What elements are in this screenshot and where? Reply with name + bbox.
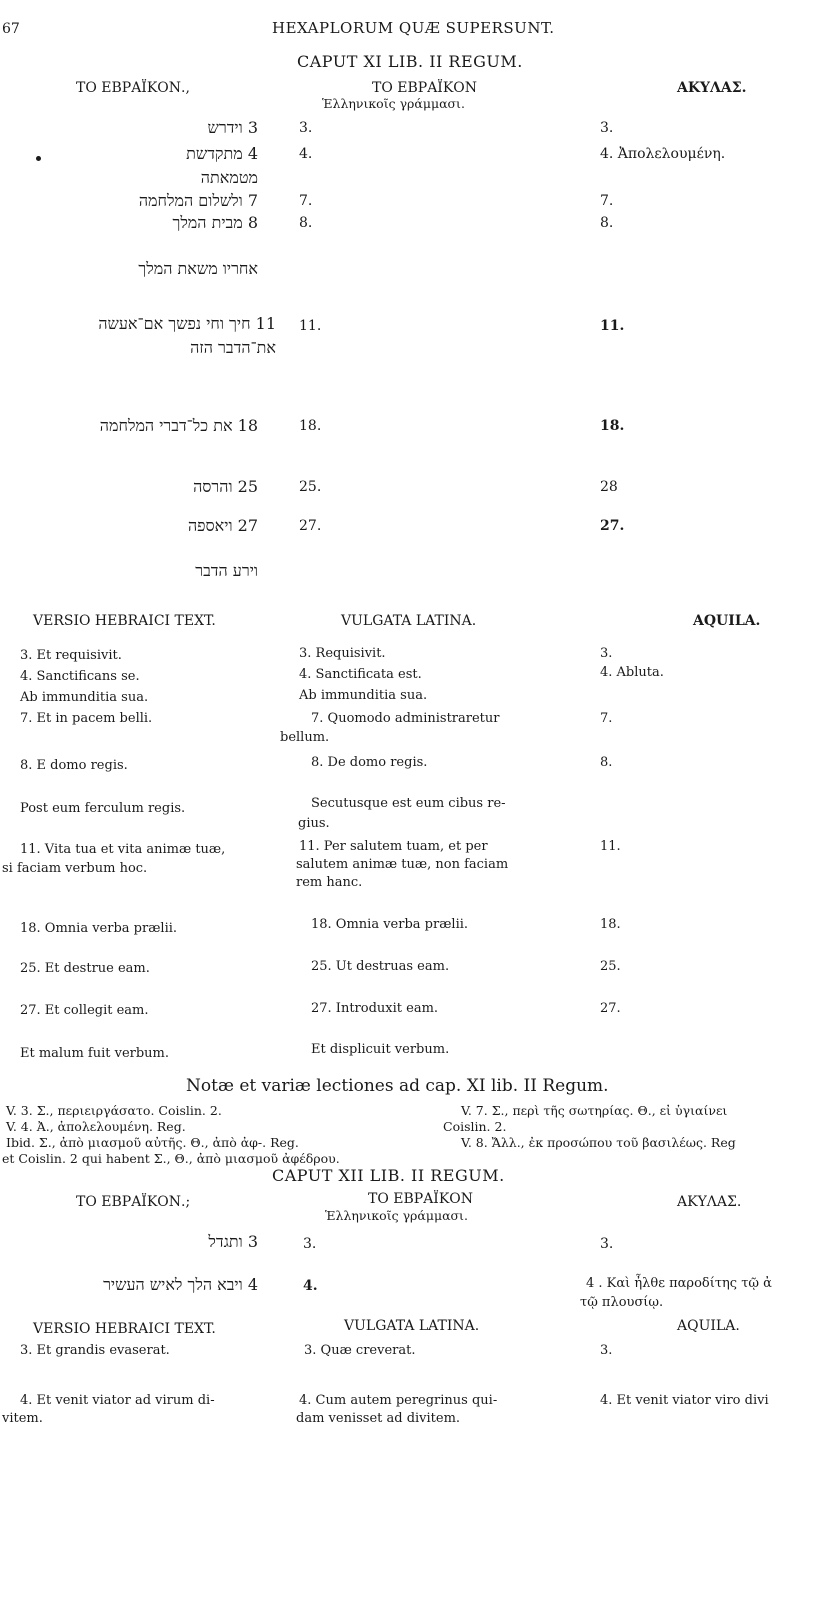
- versio-line: 3. Et requisivit.: [20, 648, 122, 663]
- header-aquila-col: ΑΚΥΛΑΣ.: [677, 1194, 742, 1210]
- header-vulgata-latina: VULGATA LATINA.: [344, 1318, 480, 1334]
- vulgata-line: 4. Sanctificata est.: [299, 667, 422, 682]
- transliteration-verse: 3.: [299, 120, 313, 136]
- versio-line: 8. E domo regis.: [20, 758, 128, 773]
- aquila-verse: 3.: [600, 120, 614, 136]
- hebrew-line: את־הדבר הזה: [190, 338, 276, 357]
- page-number: 67: [2, 21, 20, 37]
- hebrew-line: וירע הדבר: [195, 561, 258, 580]
- versio-line: 4. Sanctificans se.: [20, 669, 140, 684]
- caput-xii-title: CAPUT XII LIB. II REGUM.: [272, 1166, 505, 1185]
- versio-line: 4. Et venit viator ad virum di-: [20, 1393, 215, 1408]
- aquila-verse: 28: [600, 479, 618, 495]
- aquila-latin-line: 7.: [600, 711, 613, 726]
- versio-line: vitem.: [2, 1411, 43, 1426]
- header-versio-hebraici: VERSIO HEBRAICI TEXT.: [33, 613, 216, 629]
- vulgata-line: 18. Omnia verba prælii.: [311, 917, 469, 932]
- vulgata-line: gius.: [298, 816, 330, 831]
- aquila-verse: 3.: [600, 1236, 614, 1252]
- note-line: V. 8. Ἄλλ., ἐκ προσώπου τοῦ βασιλέως. Reg: [461, 1135, 736, 1150]
- hebrew-line: 18 את כל־דברי המלחמה: [99, 416, 258, 435]
- vulgata-line: Ab immunditia sua.: [299, 688, 428, 703]
- vulgata-line: 3. Requisivit.: [299, 646, 386, 661]
- hebrew-line: 3 וידרש: [207, 118, 258, 137]
- transliteration-verse: 8.: [299, 215, 313, 231]
- vulgata-line: 7. Quomodo administraretur: [311, 711, 500, 726]
- header-versio-hebraici: VERSIO HEBRAICI TEXT.: [33, 1321, 216, 1337]
- hebrew-line: 4 ויבא הלך לאיש העשיר: [103, 1275, 258, 1294]
- vulgata-line: 11. Per salutem tuam, et per: [299, 839, 488, 854]
- vulgata-line: 8. De domo regis.: [311, 755, 428, 770]
- aquila-verse: 11.: [600, 318, 625, 334]
- aquila-latin-line: 27.: [600, 1001, 621, 1016]
- transliteration-verse: 4.: [299, 146, 313, 162]
- transliteration-verse: 11.: [299, 318, 322, 334]
- transliteration-verse: 18.: [299, 418, 322, 434]
- transliteration-verse: 27.: [299, 518, 322, 534]
- margin-dot: [36, 156, 41, 161]
- hebrew-line: אחריו משאת המלך: [138, 259, 258, 278]
- versio-line: 25. Et destrue eam.: [20, 961, 150, 976]
- aquila-latin-line: 4. Abluta.: [600, 665, 664, 680]
- aquila-latin-line: 3.: [600, 646, 613, 661]
- aquila-verse: 7.: [600, 193, 614, 209]
- header-aquila-latin: AQUILA.: [677, 1318, 740, 1334]
- versio-line: 27. Et collegit eam.: [20, 1003, 149, 1018]
- header-aquila-col: ΑΚΥΛΑΣ.: [677, 80, 747, 96]
- note-line: V. 4. Ἀ., ἀπολελουμένη. Reg.: [6, 1119, 186, 1134]
- vulgata-line: rem hanc.: [296, 875, 363, 890]
- aquila-latin-line: 18.: [600, 917, 621, 932]
- header-transliteration-sub: Ἑλληνικοῖς γράμμασι.: [322, 96, 465, 111]
- hebrew-line: 3 ותגדל: [208, 1232, 258, 1251]
- vulgata-line: Et displicuit verbum.: [311, 1042, 450, 1057]
- hebrew-line: 4 מתקדשת: [186, 144, 258, 163]
- header-transliteration-col: ΤΟ ΕΒΡΑΪΚΟΝ: [372, 80, 478, 96]
- header-hebrew-col: ΤΟ ΕΒΡΑΪΚΟΝ.;: [76, 1194, 191, 1210]
- note-line: Coislin. 2.: [443, 1119, 507, 1134]
- hebrew-line: 25 והרסה: [193, 477, 258, 496]
- hebrew-line: מטמאתה: [200, 168, 258, 187]
- aquila-verse: 8.: [600, 215, 614, 231]
- versio-line: 3. Et grandis evaserat.: [20, 1343, 170, 1358]
- note-line: et Coislin. 2 qui habent Σ., Θ., ἀπὸ μιασμοῦ ἀφέδρου.: [2, 1151, 340, 1166]
- hebrew-line: 11 חיך וחי נפשך אם־אעשה: [98, 314, 276, 333]
- aquila-verse: 4 . Καὶ ἦλθε παροδίτης τῷ ἀ: [586, 1276, 772, 1291]
- vulgata-line: Secutusque est eum cibus re-: [311, 796, 506, 811]
- versio-line: si faciam verbum hoc.: [2, 861, 148, 876]
- aquila-latin-line: 4. Et venit viator viro divi: [600, 1393, 769, 1408]
- vulgata-line: salutem animæ tuæ, non faciam: [296, 857, 509, 872]
- vulgata-line: bellum.: [280, 730, 330, 745]
- versio-line: Et malum fuit verbum.: [20, 1046, 170, 1061]
- running-head: HEXAPLORUM QUÆ SUPERSUNT.: [272, 19, 555, 37]
- vulgata-line: 4. Cum autem peregrinus qui-: [299, 1393, 498, 1408]
- transliteration-verse: 3.: [303, 1236, 317, 1252]
- aquila-verse: τῷ πλουσίῳ.: [580, 1295, 664, 1310]
- header-vulgata-latina: VULGATA LATINA.: [341, 613, 477, 629]
- note-line: V. 7. Σ., περὶ τῆς σωτηρίας. Θ., εἰ ὑγιαίνει: [461, 1103, 728, 1118]
- note-line: V. 3. Σ., περιειργάσατο. Coislin. 2.: [6, 1103, 222, 1118]
- hebrew-line: 27 ויאספה: [187, 516, 258, 535]
- hebrew-line: 7 ולשלום המלחמה: [138, 191, 258, 210]
- versio-line: 18. Omnia verba prælii.: [20, 921, 178, 936]
- transliteration-verse: 25.: [299, 479, 322, 495]
- transliteration-verse: 7.: [299, 193, 313, 209]
- vulgata-line: dam venisset ad divitem.: [296, 1411, 461, 1426]
- aquila-verse: 18.: [600, 418, 625, 434]
- header-transliteration-sub: Ἑλληνικοῖς γράμμασι.: [325, 1208, 468, 1223]
- note-line: Ibid. Σ., ἀπὸ μιασμοῦ αὐτῆς. Θ., ἀπὸ ἀφ-. Reg.: [6, 1135, 299, 1150]
- header-transliteration-col: ΤΟ ΕΒΡΑΪΚΟΝ: [368, 1191, 474, 1207]
- aquila-latin-line: 8.: [600, 755, 613, 770]
- versio-line: 7. Et in pacem belli.: [20, 711, 153, 726]
- transliteration-verse: 4.: [303, 1278, 318, 1294]
- vulgata-line: 3. Quæ creverat.: [304, 1343, 416, 1358]
- aquila-verse: 4. Ἀπολελουμένη.: [600, 146, 726, 162]
- aquila-latin-line: 25.: [600, 959, 621, 974]
- caput-xi-title: CAPUT XI LIB. II REGUM.: [297, 52, 523, 71]
- header-aquila-latin: AQUILA.: [693, 613, 761, 629]
- vulgata-line: 27. Introduxit eam.: [311, 1001, 439, 1016]
- aquila-latin-line: 3.: [600, 1343, 613, 1358]
- versio-line: Ab immunditia sua.: [20, 690, 149, 705]
- aquila-latin-line: 11.: [600, 839, 621, 854]
- header-hebrew-col: ΤΟ ΕΒΡΑΪΚΟΝ.,: [76, 80, 190, 96]
- aquila-verse: 27.: [600, 518, 625, 534]
- notes-title: Notæ et variæ lectiones ad cap. XI lib. II Regum.: [186, 1076, 609, 1096]
- vulgata-line: 25. Ut destruas eam.: [311, 959, 450, 974]
- versio-line: 11. Vita tua et vita animæ tuæ,: [20, 842, 226, 857]
- versio-line: Post eum ferculum regis.: [20, 801, 186, 816]
- hebrew-line: 8 מבית המלך: [172, 213, 258, 232]
